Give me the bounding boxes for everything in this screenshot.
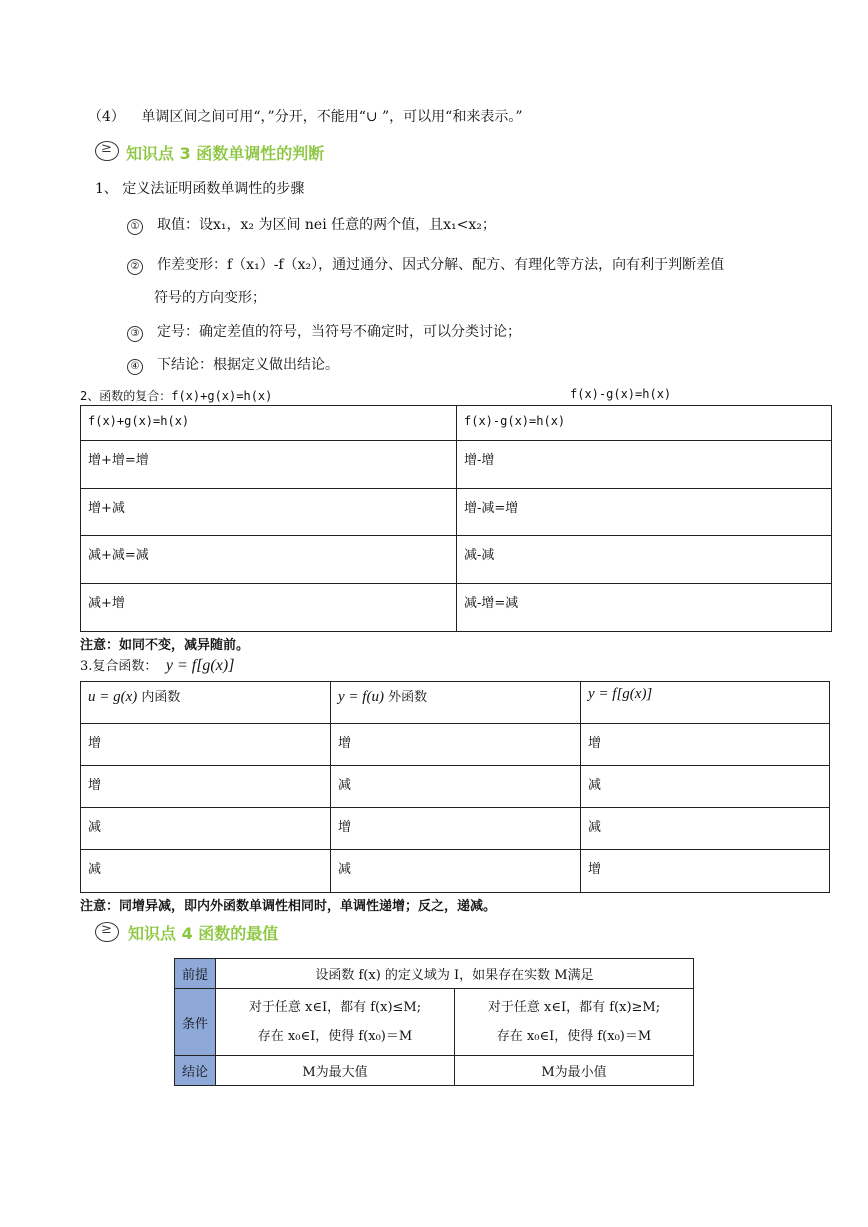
condition-label: 条件 [175,989,216,1056]
composite-title [80,655,234,675]
header-math: y = f(u) [338,689,384,705]
step-number: ④ [127,359,143,375]
arrow-circle-icon [95,141,119,161]
condition-max-line-1: 对于任意 x∈I，都有 f(x)≤M; [248,1000,422,1015]
composite-title-math: y = f[g(x)] [165,657,235,674]
conclusion-max: M为最大值 [216,1056,455,1086]
compose-cell: 减-减 [457,536,832,584]
composite-header-outer [331,682,581,724]
condition-min-line-1: 对于任意 x∈I，都有 f(x)≥M; [487,1000,661,1015]
header-text: 内函数 [141,690,181,705]
compose-cell: 增+减 [81,489,457,536]
condition-max [216,989,455,1056]
composite-cell: 增 [331,724,581,766]
header-math: y = f[g(x)] [588,686,653,702]
para-4-num: （4） [88,109,125,125]
premise-text: 设函数 f(x) 的定义域为 I，如果存在实数 M满足 [216,959,694,989]
compose-title: 2、函数的复合：f(x)+g(x)=h(x) [80,389,273,403]
arrow-circle-icon [95,922,119,942]
composite-cell: 增 [331,808,581,850]
compose-cell: 减+减=减 [81,536,457,584]
compose-title-right: f(x)-g(x)=h(x) [570,387,672,401]
header-text: 外函数 [388,690,428,705]
compose-cell: f(x)+g(x)=h(x) [81,406,457,441]
composite-table [80,681,830,893]
composite-cell: 增 [81,766,331,808]
compose-cell: 减-增=减 [457,584,832,632]
step-number: ③ [127,326,143,342]
conclusion-min: M为最小值 [455,1056,694,1086]
step-item-2 [127,254,724,275]
step-item-4 [127,354,339,375]
compose-cell: 减+增 [81,584,457,632]
composite-cell: 减 [331,850,581,893]
composite-note: 注意：同增异减，即内外函数单调性相同时，单调性递增；反之，递减。 [80,899,497,914]
compose-note: 注意：如同不变，减异随前。 [80,638,250,653]
composite-cell: 增 [581,850,830,893]
composite-cell: 减 [331,766,581,808]
composite-cell: 减 [81,850,331,893]
section-3-title: 知识点 3 函数单调性的判断 [126,144,325,163]
composite-header-composite [581,682,830,724]
compose-cell: f(x)-g(x)=h(x) [457,406,832,441]
para-4 [88,106,523,126]
composite-title-text: 3.复合函数： [80,659,158,674]
condition-min [455,989,694,1056]
step-text: 取值：设x₁，x₂ 为区间 nei 任意的两个值，且x₁<x₂； [157,217,496,233]
step-item-3 [127,321,521,342]
condition-min-line-2: 存在 x₀∈I，使得 f(x₀)＝M [496,1029,652,1044]
composite-cell: 减 [81,808,331,850]
step-item-2-cont: 符号的方向变形； [154,290,266,306]
section-4-title: 知识点 4 函数的最值 [128,924,279,943]
composite-cell: 减 [581,808,830,850]
para-4-text: 单调区间之间可用“，”分开，不能用“∪ ”，可以用“和来表示。” [141,109,523,125]
step-1-title: 1、 定义法证明函数单调性的步骤 [95,181,305,197]
extreme-table [174,958,694,1086]
step-text: 下结论：根据定义做出结论。 [157,357,339,373]
step-text: 作差变形：f（x₁）-f（x₂），通过通分、因式分解、配方、有理化等方法，向有利于判断差值 [157,257,725,273]
condition-max-line-2: 存在 x₀∈I，使得 f(x₀)＝M [257,1029,413,1044]
premise-label: 前提 [175,959,216,989]
composite-cell: 增 [581,724,830,766]
step-number: ② [127,259,143,275]
step-number: ① [127,219,143,235]
compose-cell: 增+增=增 [81,441,457,489]
step-text: 定号：确定差值的符号，当符号不确定时，可以分类讨论； [157,324,521,340]
composite-cell: 增 [81,724,331,766]
compose-cell: 增-增 [457,441,832,489]
conclusion-label: 结论 [175,1056,216,1086]
composite-header-inner [81,682,331,724]
compose-cell: 增-减=增 [457,489,832,536]
composite-cell: 减 [581,766,830,808]
step-item-1 [127,214,496,235]
compose-table [80,405,832,632]
header-math: u = g(x) [88,689,138,705]
